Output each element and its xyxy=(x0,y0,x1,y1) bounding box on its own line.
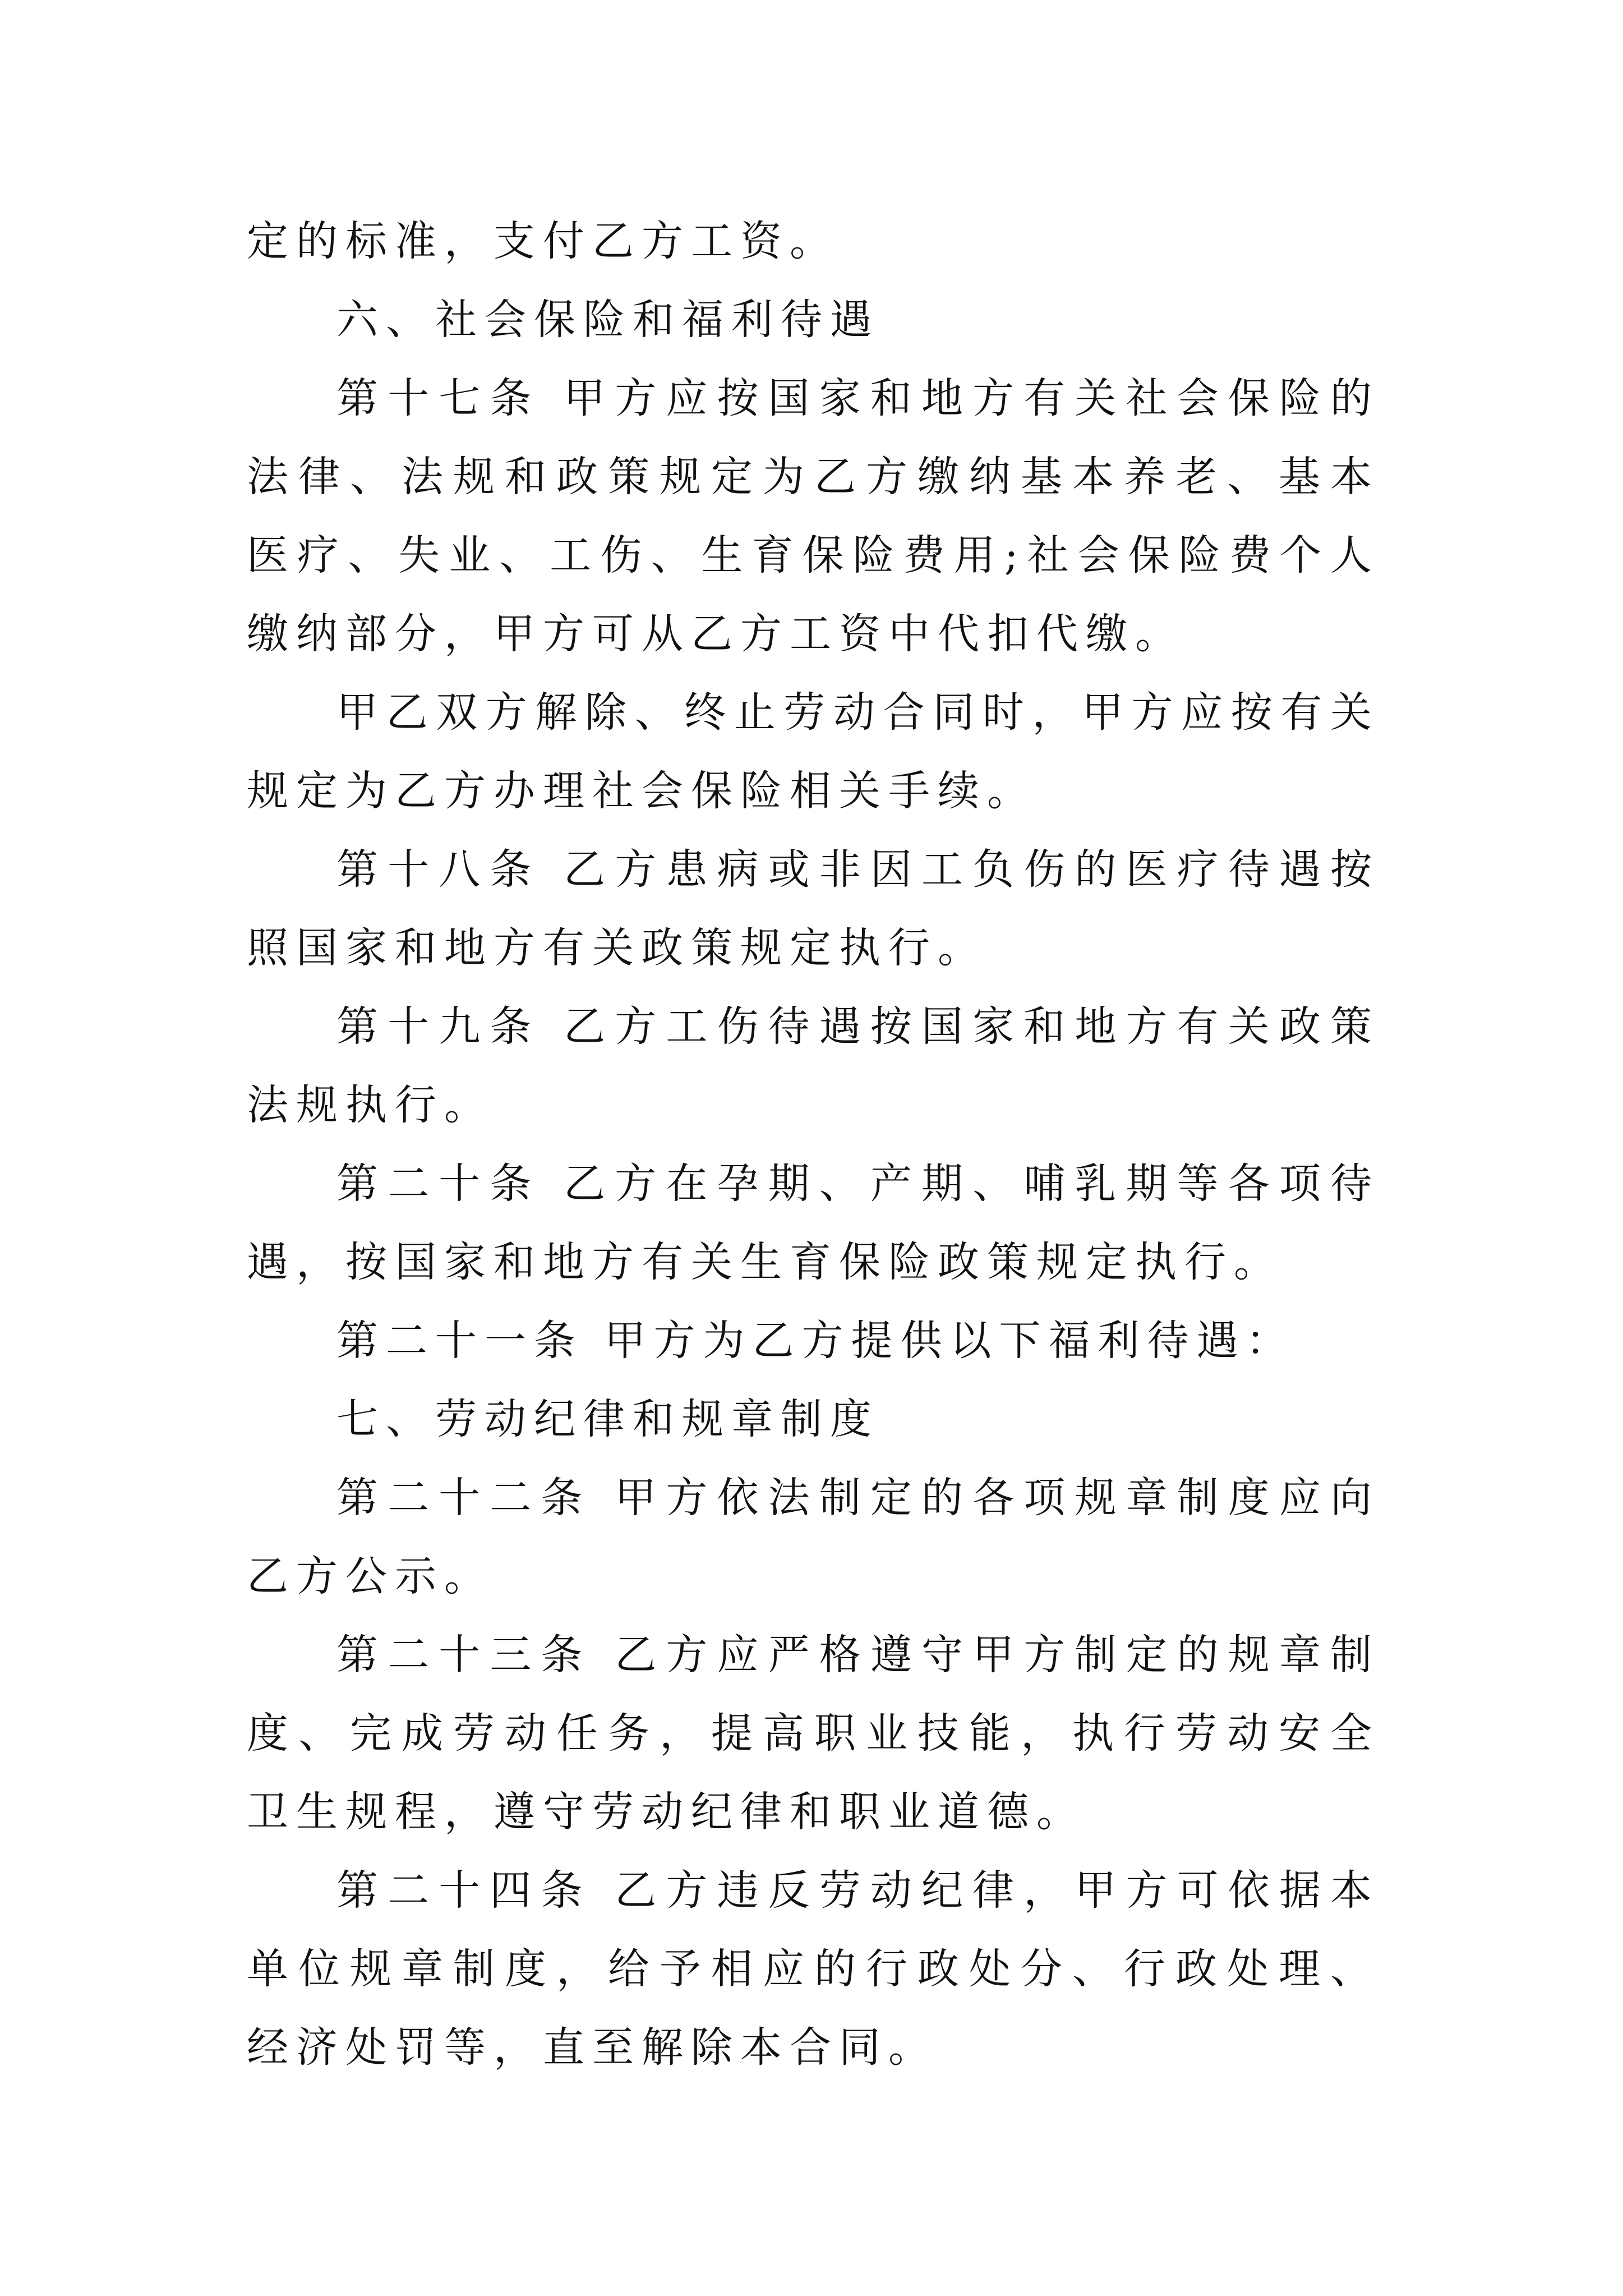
section-heading-labor-discipline: 七、劳动纪律和规章制度 xyxy=(336,1395,879,1443)
article-24: 第二十四条 乙方违反劳动纪律，甲方可依据本单位规章制度，给予相应的行政处分、行政处理、经济处罚等，直至解除本合同。 xyxy=(247,1866,1380,2072)
paragraph-termination-insurance: 甲乙双方解除、终止劳动合同时，甲方应按有关规定为乙方办理社会保险相关手续。 xyxy=(247,688,1380,815)
paragraph-continuation: 定的标准，支付乙方工资。 xyxy=(247,217,839,265)
document-body xyxy=(247,202,1380,2087)
article-20: 第二十条 乙方在孕期、产期、哺乳期等各项待遇，按国家和地方有关生育保险政策规定执行。 xyxy=(247,1159,1380,1286)
section-heading-social-insurance: 六、社会保险和福利待遇 xyxy=(336,296,879,344)
article-17: 第十七条 甲方应按国家和地方有关社会保险的法律、法规和政策规定为乙方缴纳基本养老、基本医疗、失业、工伤、生育保险费用;社会保险费个人缴纳部分，甲方可从乙方工资中代扣代缴。 xyxy=(247,374,1380,658)
article-23: 第二十三条 乙方应严格遵守甲方制定的规章制度、完成劳动任务，提高职业技能，执行劳动安全卫生规程，遵守劳动纪律和职业道德。 xyxy=(247,1631,1380,1836)
article-19: 第十九条 乙方工伤待遇按国家和地方有关政策法规执行。 xyxy=(247,1002,1380,1129)
article-22: 第二十二条 甲方依法制定的各项规章制度应向乙方公示。 xyxy=(247,1474,1380,1600)
article-18: 第十八条 乙方患病或非因工负伤的医疗待遇按照国家和地方有关政策规定执行。 xyxy=(247,845,1380,972)
article-21: 第二十一条 甲方为乙方提供以下福利待遇： xyxy=(336,1317,1295,1365)
